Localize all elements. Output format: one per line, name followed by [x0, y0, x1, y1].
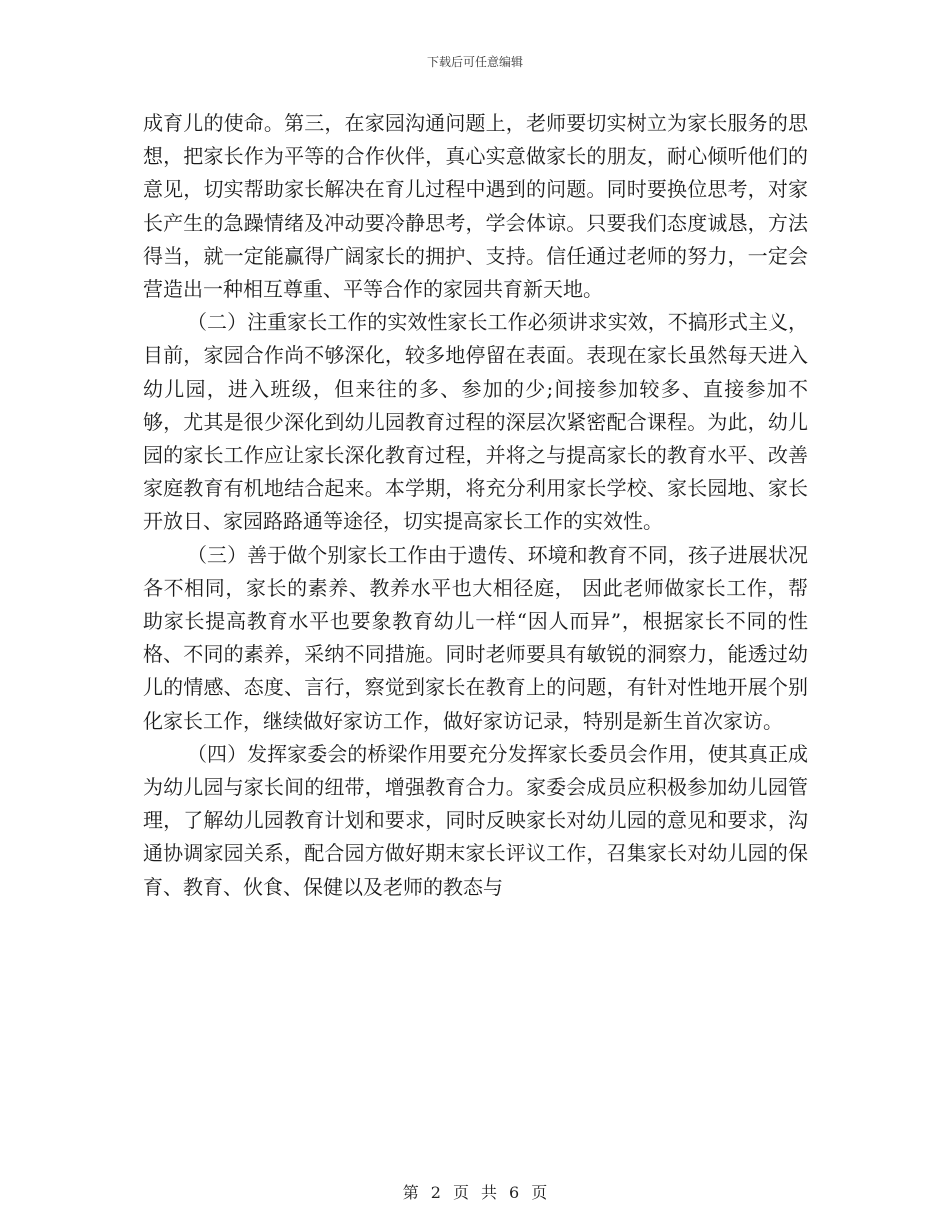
footer-gong: 共 [481, 1183, 498, 1202]
paragraph-2: （二）注重家长工作的实效性家长工作必须讲求实效，不搞形式主义，目前，家园合作尚不够深化，较多地停留在表面。表现在家长虽然每天进入幼儿园，进入班级，但来往的多、参加的少;间接参加较多、直接参加不够，尤其是很少深化到幼儿园教育过程的深层次紧密配合课程。为此，幼儿园的家长工作应让家长深化教育过程，并将之与提高家长的教育水平、改善家庭教育有机地结合起来。本学期，将充分利用家长学校、家长园地、家长开放日、家园路路通等途径，切实提高家长工作的实效性。 [143, 310, 808, 534]
footer-page-number: 2 [430, 1183, 441, 1202]
paragraph-3: （三）善于做个别家长工作由于遗传、环境和教育不同，孩子进展状况各不相同，家长的素养、教养水平也大相径庭， 因此老师做家长工作，帮助家长提高教育水平也要象教育幼儿一样“因人而异”，根据家长不同的性格、不同的素养，采纳不同措施。同时老师要具有敏锐的洞察力，能透过幼儿的情感、态度、言行，察觉到家长在教育上的问题，有针对性地开展个别化家长工作，继续做好家访工作，做好家访记录，特别是新生首次家访。 [143, 542, 808, 733]
footer-ye-2: 页 [531, 1183, 548, 1202]
page-header: 下载后可任意编辑 [426, 55, 523, 69]
footer-di: 第 [402, 1183, 419, 1202]
footer-total-pages: 6 [509, 1183, 520, 1202]
paragraph-1: 成育儿的使命。第三，在家园沟通问题上，老师要切实树立为家长服务的思想，把家长作为平等的合作伙伴，真心实意做家长的朋友，耐心倾听他们的意见，切实帮助家长解决在育儿过程中遇到的问题。同时要换位思考，对家长产生的急躁情绪及冲动要冷静思考，学会体谅。只要我们态度诚恳，方法得当，就一定能赢得广阔家长的拥护、支持。信任通过老师的努力，一定会营造出一种相互尊重、平等合作的家园共育新天地。 [143, 111, 808, 302]
page-footer [0, 1180, 950, 1203]
document-body [143, 107, 808, 904]
paragraph-4: （四）发挥家委会的桥梁作用要充分发挥家长委员会作用，使其真正成为幼儿园与家长间的纽带，增强教育合力。家委会成员应积极参加幼儿园管理，了解幼儿园教育计划和要求，同时反映家长对幼儿园的意见和要求，沟通协调家园关系，配合园方做好期末家长评议工作，召集家长对幼儿园的保育、教育、伙食、保健以及老师的教态与 [143, 741, 808, 899]
footer-ye: 页 [452, 1183, 469, 1202]
